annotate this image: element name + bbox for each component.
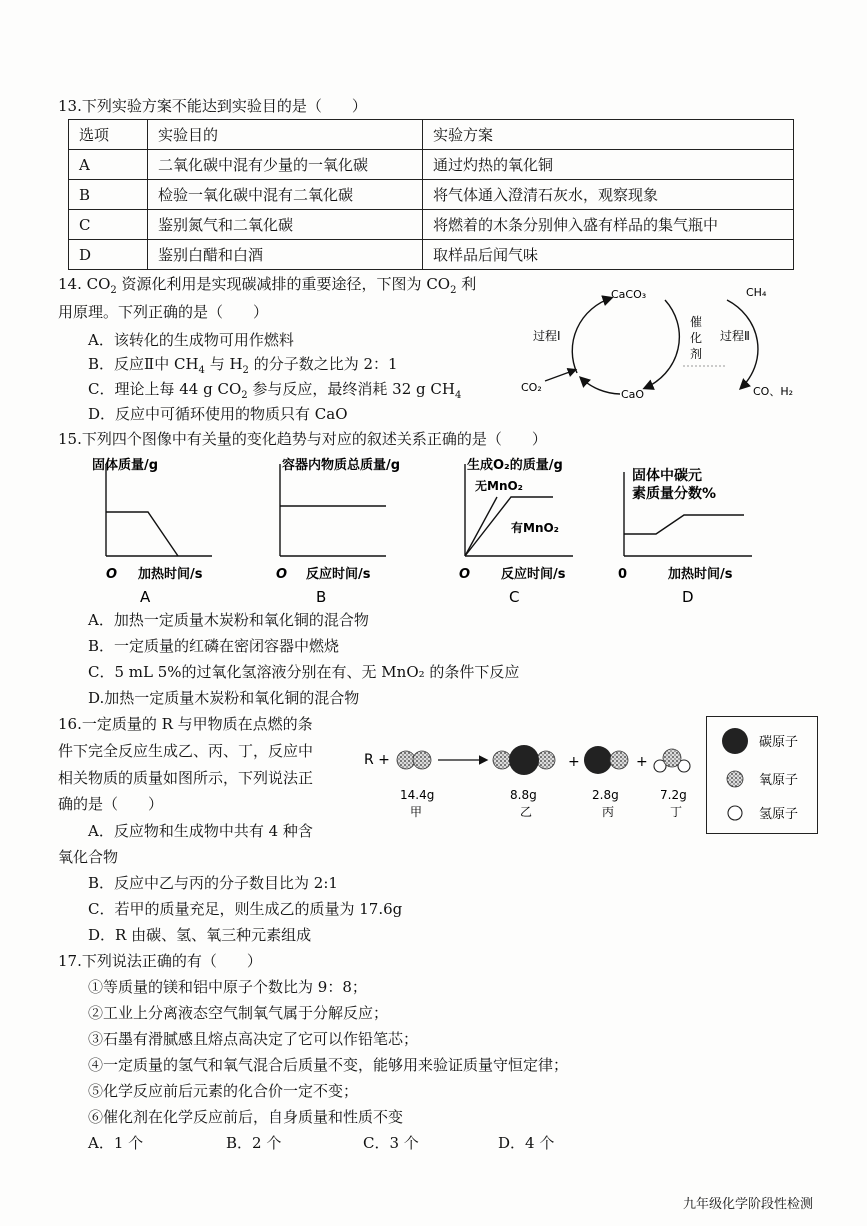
table-row [69, 150, 794, 180]
mass-label: 2.8g [592, 788, 619, 802]
table-cell: 鉴别白醋和白酒 [148, 240, 423, 270]
table-cell: 取样品后闻气味 [423, 240, 794, 270]
legend-svg [707, 717, 817, 833]
q14-option-d: D．反应中可循环使用的物质只有 CaO [88, 405, 348, 423]
graph-c [455, 452, 605, 612]
graph-letter: C [509, 588, 520, 606]
ch4-label: CH₄ [746, 286, 767, 299]
plus-sign: + [636, 754, 648, 770]
oxygen-atom [397, 751, 415, 769]
products-label: CO、H₂ [753, 385, 794, 398]
co2-cycle-diagram [515, 278, 815, 408]
atom-legend [706, 716, 818, 834]
q17-item: ⑤化学反应前后元素的化合价一定不变； [88, 1082, 359, 1100]
catalyst-char: 剂 [690, 347, 703, 361]
table-cell: 鉴别氮气和二氧化碳 [148, 210, 423, 240]
origin: O [106, 567, 118, 582]
graph-d [612, 452, 772, 612]
q17-item: ②工业上分离液态空气制氧气属于分解反应； [88, 1004, 389, 1022]
q15-option-a: A．加热一定质量木炭粉和氧化铜的混合物 [88, 611, 369, 629]
graph-letter: D [682, 588, 694, 606]
q16-option-c: C．若甲的质量充足，则生成乙的质量为 17.6g [88, 900, 403, 918]
x-label: 反应时间/s [306, 567, 371, 582]
label-with-mno2: 有MnO₂ [511, 521, 559, 535]
oxygen-atom [493, 751, 511, 769]
q15-option-d: D.加热一定质量木炭粉和氧化铜的混合物 [88, 689, 360, 707]
q16-option-d: D．R 由碳、氢、氧三种元素组成 [88, 926, 312, 944]
table-header: 实验目的 [148, 120, 423, 150]
q13-stem: 13.下列实验方案不能达到实验目的是（ ） [58, 97, 367, 115]
co2-label: CO₂ [521, 381, 542, 394]
origin: O [459, 567, 471, 582]
q16-stem-line2: 件下完全反应生成乙、丙、丁，反应中 [58, 742, 314, 760]
cao-label: CaO [621, 388, 645, 401]
curve [106, 512, 178, 556]
catalyst-char: 化 [690, 331, 703, 345]
table-row [69, 240, 794, 270]
q17-option-c: C．3 个 [363, 1134, 419, 1152]
table-cell: A [69, 150, 148, 180]
co2-input-arrow [545, 370, 575, 381]
origin: O [276, 567, 288, 582]
substance-label: 甲 [410, 805, 423, 819]
q17-option-b: B．2 个 [226, 1134, 282, 1152]
x-label: 加热时间/s [668, 567, 733, 582]
substance-label: 乙 [520, 805, 533, 819]
q16-stem-line4: 确的是（ ） [58, 795, 164, 813]
mass-label: 7.2g [660, 788, 687, 802]
mass-label: 8.8g [510, 788, 537, 802]
table-cell: 检验一氧化碳中混有二氧化碳 [148, 180, 423, 210]
label-no-mno2: 无MnO₂ [475, 479, 523, 493]
table-cell: B [69, 180, 148, 210]
q15-stem: 15.下列四个图像中有关量的变化趋势与对应的叙述关系正确的是（ ） [58, 430, 547, 448]
q14-stem-line1: 14. $CO_2$ 资源化利用是实现碳减排的重要途径，下图为 $CO_2$ 利 [58, 275, 477, 296]
table-cell: 通过灼热的氧化铜 [423, 150, 794, 180]
y-label: 固体质量/g [92, 458, 159, 473]
q13-table [68, 119, 794, 270]
substance-label: 丙 [602, 805, 615, 819]
arc-process-2 [727, 300, 758, 388]
q16-option-b: B．反应中乙与丙的分子数目比为 2:1 [88, 874, 338, 892]
catalyst-char: 催 [690, 315, 703, 329]
table-cell: 将气体通入澄清石灰水，观察现象 [423, 180, 794, 210]
curve [624, 515, 744, 534]
legend-label: 氢原子 [759, 807, 799, 822]
oxygen-atom [663, 749, 681, 767]
q17-item: ④一定质量的氢气和氧气混合后质量不变，能够用来验证质量守恒定律； [88, 1056, 569, 1074]
carbon-atom [584, 746, 612, 774]
carbon-atom [509, 745, 539, 775]
q14-option-b: B．反应Ⅱ中 $CH_4$ 与 $H_2$ 的分子数之比为 2：1 [88, 355, 398, 376]
q14-option-a: A．该转化的生成物可用作燃料 [88, 331, 294, 349]
hydrogen-atom-icon [728, 806, 742, 820]
oxygen-atom-icon [727, 771, 743, 787]
origin: 0 [618, 567, 628, 582]
table-row [69, 180, 794, 210]
carbon-atom-icon [722, 728, 748, 754]
graph-letter: B [316, 588, 327, 606]
oxygen-atom [537, 751, 555, 769]
q17-option-d: D．4 个 [498, 1134, 555, 1152]
table-cell: 将燃着的木条分别伸入盛有样品的集气瓶中 [423, 210, 794, 240]
table-cell: C [69, 210, 148, 240]
graph-letter: A [140, 588, 151, 606]
substance-label: 丁 [670, 805, 683, 819]
legend-label: 碳原子 [759, 735, 799, 750]
q14-option-c: C．理论上每 44 g $CO_2$ 参与反应，最终消耗 32 g $CH_4$ [88, 380, 462, 401]
arc-co2-to-caco3 [572, 298, 611, 373]
q17-item: ③石墨有滑腻感且熔点高决定了它可以作铅笔芯； [88, 1030, 419, 1048]
oxygen-atom [610, 751, 628, 769]
q16-option-a-line2: 氧化合物 [58, 848, 119, 866]
graph-b [268, 452, 438, 612]
table-header: 选项 [69, 120, 148, 150]
legend-label: 氧原子 [759, 773, 799, 788]
table-header-row [69, 120, 794, 150]
y-label: 容器内物质总质量/g [282, 458, 401, 473]
q16-stem-line3: 相关物质的质量如图所示，下列说法正 [58, 769, 314, 787]
caco3-label: CaCO₃ [611, 288, 647, 301]
q17-option-a: A．1 个 [88, 1134, 144, 1152]
q16-option-a-line1: A．反应物和生成物中共有 4 种含 [88, 822, 313, 840]
plus-sign: + [568, 754, 580, 770]
q14-stem-line2: 用原理。下列正确的是（ ） [58, 303, 269, 321]
q15-option-c: C．5 mL 5%的过氧化氢溶液分别在有、无 MnO₂ 的条件下反应 [88, 663, 520, 681]
page-footer: 九年级化学阶段性检测 [683, 1197, 814, 1212]
x-label: 反应时间/s [501, 567, 566, 582]
reaction-equation [360, 744, 700, 824]
arc-caco3-to-cao [645, 300, 679, 388]
table-cell: 二氧化碳中混有少量的一氧化碳 [148, 150, 423, 180]
table-cell: D [69, 240, 148, 270]
table-header: 实验方案 [423, 120, 794, 150]
oxygen-atom [413, 751, 431, 769]
curve-with-mno2 [465, 497, 497, 556]
q17-item: ⑥催化剂在化学反应前后，自身质量和性质不变 [88, 1108, 404, 1126]
graph-a [90, 452, 240, 612]
process-1-label: 过程Ⅰ [533, 329, 561, 343]
q17-item: ①等质量的镁和铝中原子个数比为 9：8； [88, 978, 367, 996]
r-label: R + [364, 752, 390, 768]
y-label-line1: 固体中碳元 [632, 468, 702, 484]
arc-cao-to-co2 [581, 378, 620, 394]
table-row [69, 210, 794, 240]
q17-stem: 17.下列说法正确的有（ ） [58, 952, 262, 970]
process-2-label: 过程Ⅱ [720, 329, 750, 343]
x-label: 加热时间/s [138, 567, 203, 582]
q16-stem-line1: 16.一定质量的 R 与甲物质在点燃的条 [58, 715, 313, 733]
q15-option-b: B．一定质量的红磷在密闭容器中燃烧 [88, 637, 340, 655]
mass-label: 14.4g [400, 788, 435, 802]
y-label: 生成O₂的质量/g [467, 458, 563, 473]
y-label-line2: 素质量分数% [632, 486, 717, 502]
